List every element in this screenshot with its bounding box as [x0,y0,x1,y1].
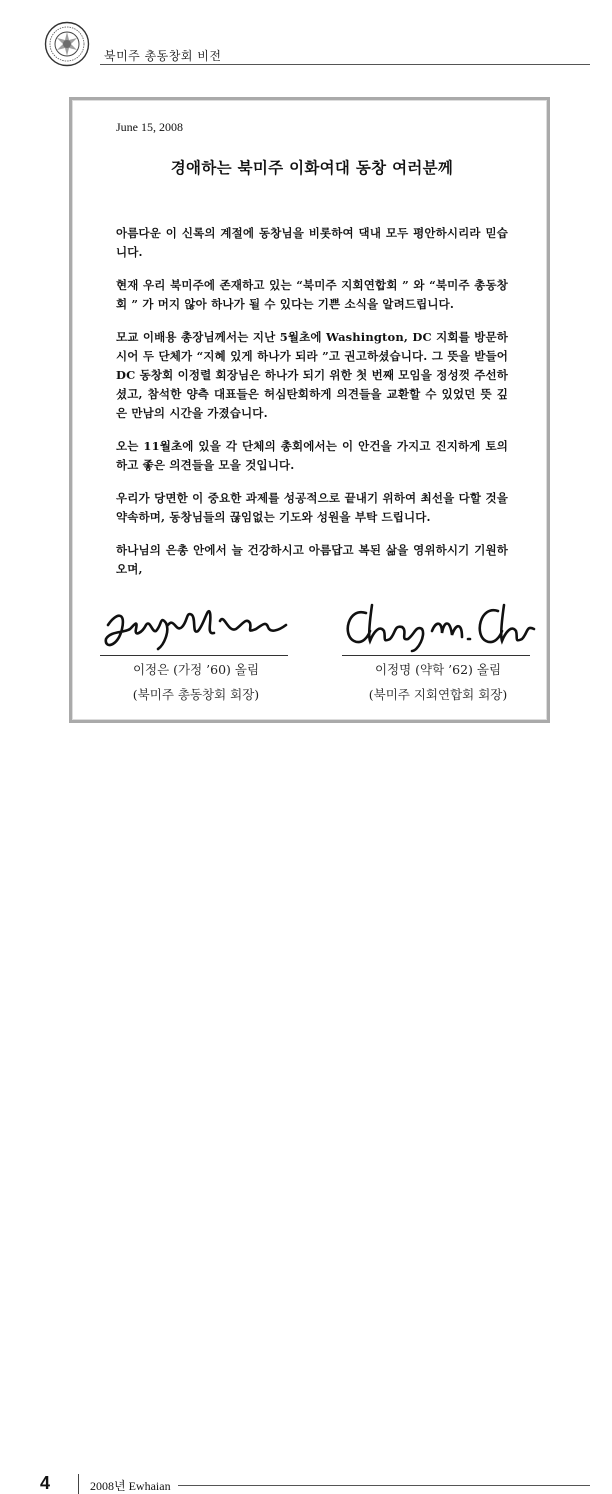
letter-body [116,120,508,593]
signature-line [100,655,288,656]
letter-title: 경애하는 북미주 이화여대 동창 여러분께 [170,158,454,177]
signer-title: (북미주 총동창회 회장) [132,687,260,702]
handwritten-signature-left [96,595,296,655]
letter-paragraph: 우리가 당면한 이 중요한 과제를 성공적으로 끝내기 위하여 최선을 다할 것을 약속하며, 동창님들의 끊임없는 기도와 성원을 부탁 드립니다. [116,491,508,524]
footer-separator [78,1474,79,1494]
letter-paragraph: 하나님의 은총 안에서 늘 건강하시고 아름답고 복된 삶을 영위하시기 기원하오며, [116,543,508,576]
signer-name: 이정은 (가정 ’60) 올림 [132,662,260,677]
page-number: 4 [40,1473,51,1493]
handwritten-signature-right [338,595,538,655]
signer-name: 이정명 (약학 ’62) 올림 [374,662,502,677]
letter-paragraph: 모교 이배용 총장님께서는 지난 5월초에 Washington, DC 지회를 방문하시어 두 단체가 “지혜 있게 하나가 되라 ”고 권고하셨습니다. 그 뜻을 받들어 DC 동창회 이정렬 회장님은 하나가 되기 위한 첫 번째 모임을 정성껏 주선하셨고, 참석한 양측 대표들은 허심탄회하게 의견들을 교환할 수 있었던 뜻 깊은 만남의 시간을 가졌습니다. [116,330,508,420]
university-seal-icon [44,21,90,67]
page-header [0,0,612,70]
letter-paragraph: 현재 우리 북미주에 존재하고 있는 “북미주 지회연합회 ” 와 “북미주 총동창회 ” 가 머지 않아 하나가 될 수 있다는 기쁜 소식을 알려드립니다. [116,278,508,311]
signer-title: (북미주 지회연합회 회장) [368,687,508,702]
letter-paragraph: 오는 11월초에 있을 각 단체의 총회에서는 이 안건을 가지고 진지하게 토의하고 좋은 의견들을 모을 것입니다. [116,439,508,472]
signature-block-right [338,595,538,706]
page-footer [0,732,612,1493]
publication-name: 2008년 Ewhaian [90,1479,171,1493]
header-divider [100,64,590,65]
header-title: 북미주 총동창회 비전 [104,49,222,63]
signature-line [342,655,530,656]
letter-paragraph: 아름다운 이 신록의 계절에 동창님을 비롯하여 댁내 모두 평안하시리라 믿습니다. [116,226,508,259]
signature-block-left [96,595,296,706]
footer-divider [178,1485,590,1486]
letter-date: June 15, 2008 [116,120,183,134]
